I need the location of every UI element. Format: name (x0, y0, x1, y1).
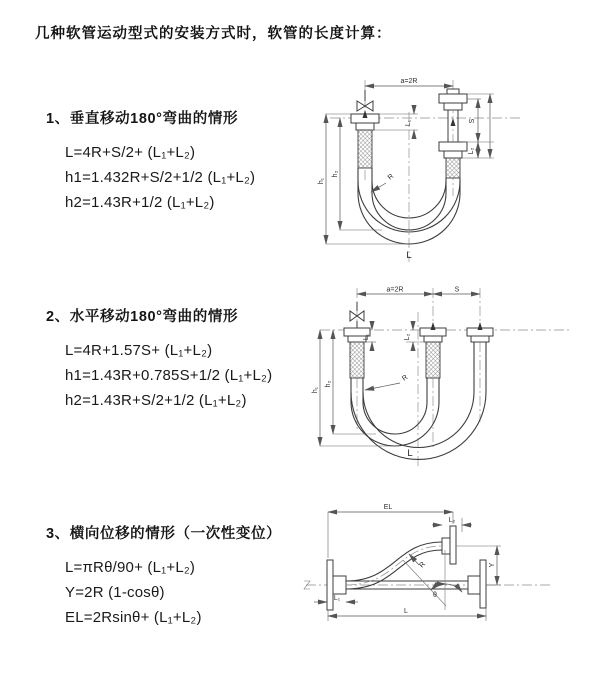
braided-hose-section (426, 342, 440, 378)
dim-label-h2: h₂ (332, 170, 339, 178)
dim-label-s: S (454, 286, 460, 294)
length-label: L (406, 250, 412, 261)
dim-label-y: Y (489, 562, 496, 568)
section-3-heading: 3、横向位移的情形（一次性变位） (46, 526, 282, 542)
hose-u-bend (351, 342, 486, 459)
braided-hose-section (350, 342, 364, 378)
dim-label-l: L (404, 608, 408, 615)
dim-label-s: S (469, 118, 476, 124)
right-lower-flange (468, 560, 486, 608)
diagram-horizontal-180-bend (306, 282, 594, 472)
dim-label-a: a=2R (400, 78, 418, 85)
section-3 (46, 522, 281, 630)
diagram-lateral-displacement (300, 498, 592, 656)
left-flange (327, 560, 346, 610)
flow-arrow (431, 322, 436, 330)
page-title: 几种软管运动型式的安装方式时，软管的长度计算： (35, 26, 392, 42)
radius-label: R (418, 560, 427, 570)
dim-label-l2: L₂ (448, 517, 456, 524)
middle-union-fitting (420, 328, 446, 342)
dim-label-l1: L₁ (333, 595, 341, 602)
length-label: L (407, 448, 413, 459)
radius-label: R (386, 172, 396, 182)
braided-hose-section (446, 158, 460, 178)
dim-label-l2: L₂ (404, 333, 411, 341)
formula-el: EL=2Rsinθ+ (L₁+L₂) (65, 609, 202, 626)
dim-label-h2: h₂ (325, 380, 332, 388)
braided-hose-section (358, 130, 372, 168)
section-2-heading: 2、水平移动180°弯曲的情形 (46, 309, 239, 325)
formula-l: L=4R+1.57S+ (L₁+L₂) (65, 342, 213, 359)
displaced-s-hose (346, 542, 442, 589)
formula-h2: h2=1.43R+S/2+1/2 (L₁+L₂) (65, 392, 247, 409)
formula-h2: h2=1.43R+1/2 (L₁+L₂) (65, 194, 215, 211)
dim-label-a: a=2R (386, 286, 404, 294)
right-union-fitting (467, 328, 493, 342)
section-1 (46, 107, 255, 215)
formula-l: L=4R+S/2+ (L₁+L₂) (65, 144, 196, 161)
formula-y: Y=2R (1-cosθ) (65, 584, 165, 601)
section-1-heading: 1、垂直移动180°弯曲的情形 (46, 111, 239, 127)
formula-h1: h1=1.43R+0.785S+1/2 (L₁+L₂) (65, 367, 273, 384)
radius-leader (371, 183, 386, 192)
flow-arrow (478, 322, 483, 330)
dim-label-h1: h₁ (312, 386, 319, 394)
dim-label-h1: h₁ (318, 177, 325, 185)
radius-label: R (401, 374, 410, 383)
section-2 (46, 305, 272, 413)
dim-label-l2: L₂ (468, 147, 475, 155)
dim-label-el: EL (383, 504, 393, 511)
diagram-vertical-180-bend (310, 66, 582, 266)
formula-l: L=πRθ/90+ (L₁+L₂) (65, 559, 196, 576)
right-upper-flange (442, 526, 456, 564)
radius-leader (365, 383, 400, 390)
theta-label: θ (433, 592, 437, 599)
flow-arrow (451, 118, 456, 126)
dim-label-l1: L₁ (405, 119, 412, 127)
formula-h1: h1=1.432R+S/2+1/2 (L₁+L₂) (65, 169, 256, 186)
dim-label-l1: L₁ (363, 333, 370, 341)
